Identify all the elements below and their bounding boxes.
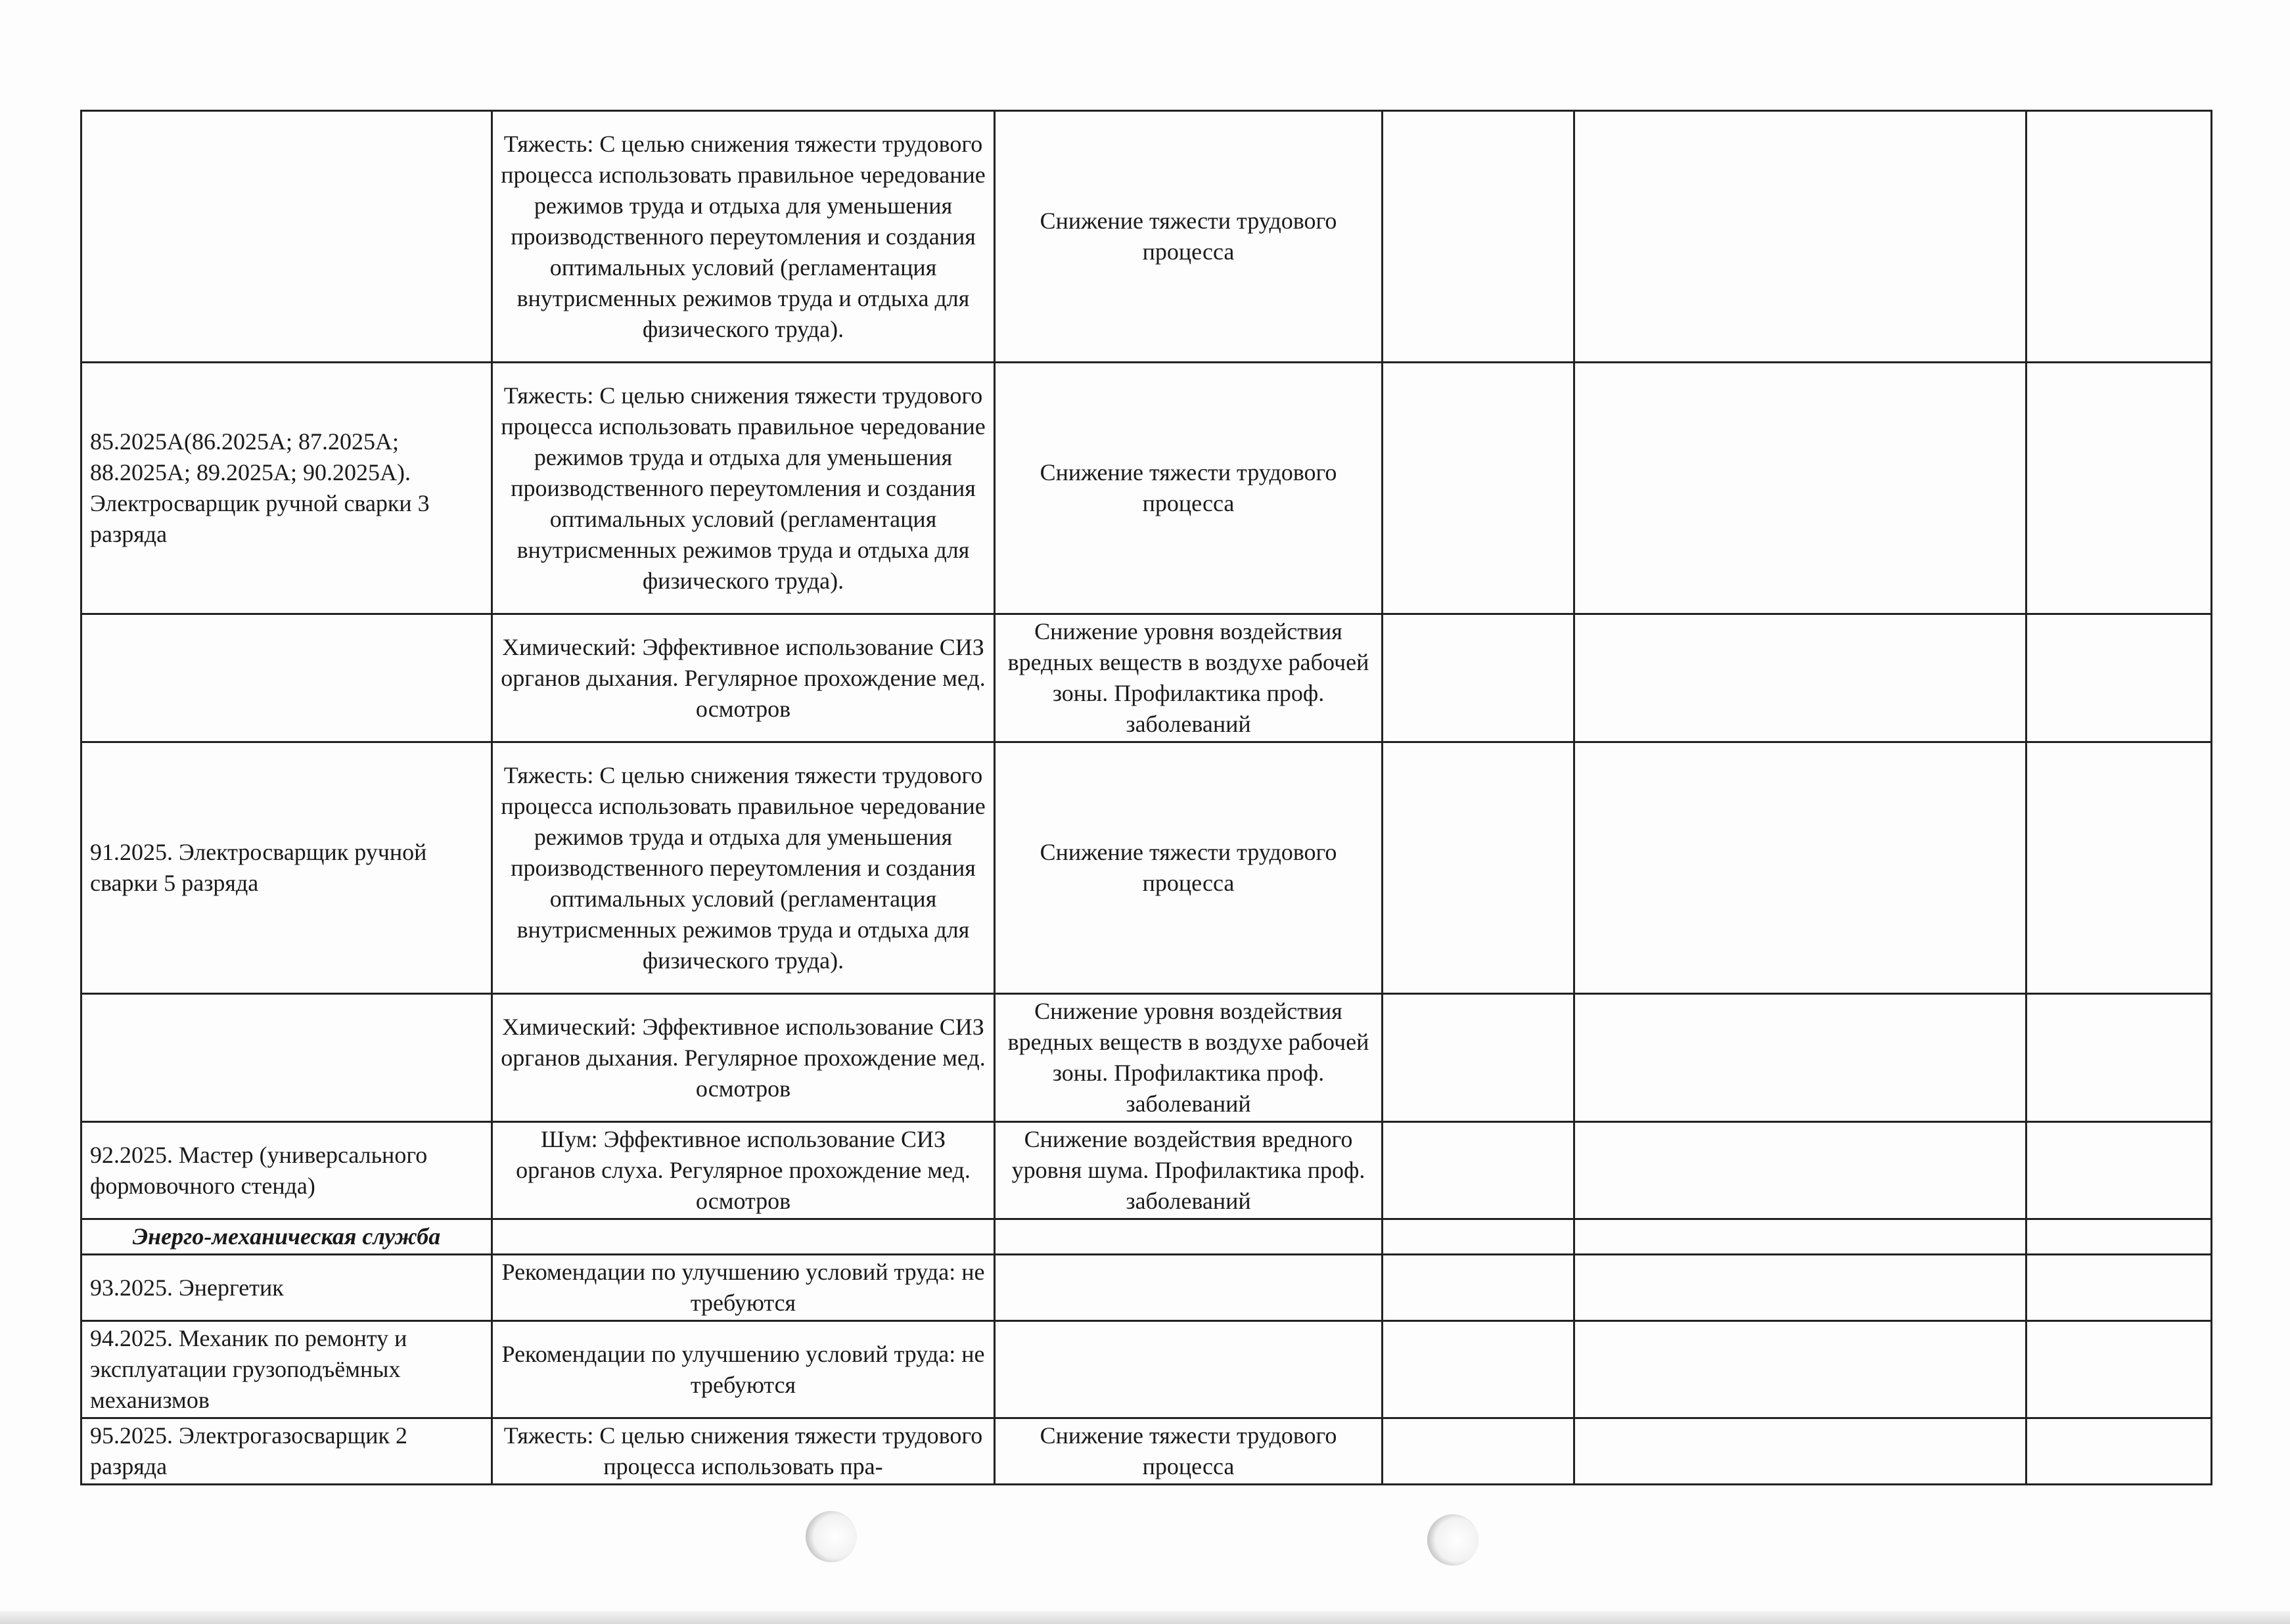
empty-cell — [1383, 1219, 1574, 1255]
table-row — [81, 1255, 2212, 1321]
empty-cell — [2027, 1321, 2212, 1418]
empty-cell — [1383, 111, 1574, 363]
goal-cell — [995, 1219, 1383, 1255]
recommendation-cell: Тяжесть: С целью снижения тяжести трудового процесса использовать правильное чередование режимов труда и отдыха для уменьшения производственного переутомления и создания оптимальных условий (регламентация внутрисменных режимов труда и отдыха для физического труда). — [492, 111, 995, 363]
table-row — [81, 363, 2212, 614]
position-cell — [81, 614, 492, 742]
recommendation-cell — [492, 1219, 995, 1255]
position-cell: 85.2025А(86.2025А; 87.2025А; 88.2025А; 89.2025А; 90.2025А). Электросварщик ручной сварки 3 разряда — [81, 363, 492, 614]
goal-cell — [995, 1321, 1383, 1418]
goal-cell: Снижение уровня воздействия вредных веществ в воздухе рабочей зоны. Профилактика проф. заболеваний — [995, 994, 1383, 1122]
empty-cell — [2027, 994, 2212, 1122]
recommendation-cell: Рекомендации по улучшению условий труда: не требуются — [492, 1255, 995, 1321]
table-row — [81, 614, 2212, 742]
punch-hole-icon — [1427, 1514, 1478, 1566]
position-cell: 95.2025. Электрогазосварщик 2 разряда — [81, 1418, 492, 1485]
recommendation-cell: Химический: Эффективное использование СИЗ органов дыхания. Регулярное прохождение мед. осмотров — [492, 994, 995, 1122]
table-row — [81, 742, 2212, 994]
empty-cell — [1574, 1122, 2027, 1219]
recommendation-cell: Тяжесть: С целью снижения тяжести трудового процесса использовать правильное чередование режимов труда и отдыха для уменьшения производственного переутомления и создания оптимальных условий (регламентация внутрисменных режимов труда и отдыха для физического труда). — [492, 742, 995, 994]
recommendation-cell: Тяжесть: С целью снижения тяжести трудового процесса использовать пра- — [492, 1418, 995, 1485]
position-cell — [81, 994, 492, 1122]
empty-cell — [2027, 614, 2212, 742]
position-cell: 92.2025. Мастер (универсального формовочного стенда) — [81, 1122, 492, 1219]
empty-cell — [1383, 1321, 1574, 1418]
goal-cell: Снижение тяжести трудового процесса — [995, 742, 1383, 994]
empty-cell — [1383, 1122, 1574, 1219]
empty-cell — [1574, 111, 2027, 363]
goal-cell — [995, 1255, 1383, 1321]
empty-cell — [2027, 1219, 2212, 1255]
empty-cell — [1383, 363, 1574, 614]
goal-cell: Снижение уровня воздействия вредных веществ в воздухе рабочей зоны. Профилактика проф. заболеваний — [995, 614, 1383, 742]
position-cell — [81, 111, 492, 363]
empty-cell — [1574, 1321, 2027, 1418]
position-cell: 94.2025. Механик по ремонту и эксплуатации грузоподъёмных механизмов — [81, 1321, 492, 1418]
position-cell: 93.2025. Энергетик — [81, 1255, 492, 1321]
table-row — [81, 1122, 2212, 1219]
empty-cell — [1574, 614, 2027, 742]
table-row — [81, 1321, 2212, 1418]
section-row — [81, 1219, 2212, 1255]
empty-cell — [2027, 363, 2212, 614]
goal-cell: Снижение тяжести трудового процесса — [995, 111, 1383, 363]
recommendation-cell: Шум: Эффективное использование СИЗ органов слуха. Регулярное прохождение мед. осмотров — [492, 1122, 995, 1219]
empty-cell — [2027, 1418, 2212, 1485]
empty-cell — [1574, 742, 2027, 994]
empty-cell — [1383, 614, 1574, 742]
empty-cell — [2027, 1255, 2212, 1321]
table-row — [81, 994, 2212, 1122]
page-edge-shadow — [0, 1611, 2290, 1624]
recommendation-cell: Химический: Эффективное использование СИЗ органов дыхания. Регулярное прохождение мед. осмотров — [492, 614, 995, 742]
punch-hole-icon — [806, 1511, 857, 1562]
empty-cell — [1383, 1255, 1574, 1321]
section-title: Энерго-механическая служба — [81, 1219, 492, 1255]
position-cell: 91.2025. Электросварщик ручной сварки 5 разряда — [81, 742, 492, 994]
working-conditions-plan-table — [80, 110, 2212, 1485]
empty-cell — [1574, 1219, 2027, 1255]
empty-cell — [2027, 111, 2212, 363]
table-row — [81, 1418, 2212, 1485]
table-row — [81, 111, 2212, 363]
goal-cell: Снижение воздействия вредного уровня шума. Профилактика проф. заболеваний — [995, 1122, 1383, 1219]
recommendation-cell: Рекомендации по улучшению условий труда: не требуются — [492, 1321, 995, 1418]
goal-cell: Снижение тяжести трудового процесса — [995, 363, 1383, 614]
empty-cell — [1383, 742, 1574, 994]
empty-cell — [1574, 363, 2027, 614]
goal-cell: Снижение тяжести трудового процесса — [995, 1418, 1383, 1485]
empty-cell — [1383, 994, 1574, 1122]
empty-cell — [1383, 1418, 1574, 1485]
empty-cell — [1574, 1418, 2027, 1485]
empty-cell — [2027, 742, 2212, 994]
empty-cell — [2027, 1122, 2212, 1219]
empty-cell — [1574, 994, 2027, 1122]
recommendation-cell: Тяжесть: С целью снижения тяжести трудового процесса использовать правильное чередование режимов труда и отдыха для уменьшения производственного переутомления и создания оптимальных условий (регламентация внутрисменных режимов труда и отдыха для физического труда). — [492, 363, 995, 614]
empty-cell — [1574, 1255, 2027, 1321]
